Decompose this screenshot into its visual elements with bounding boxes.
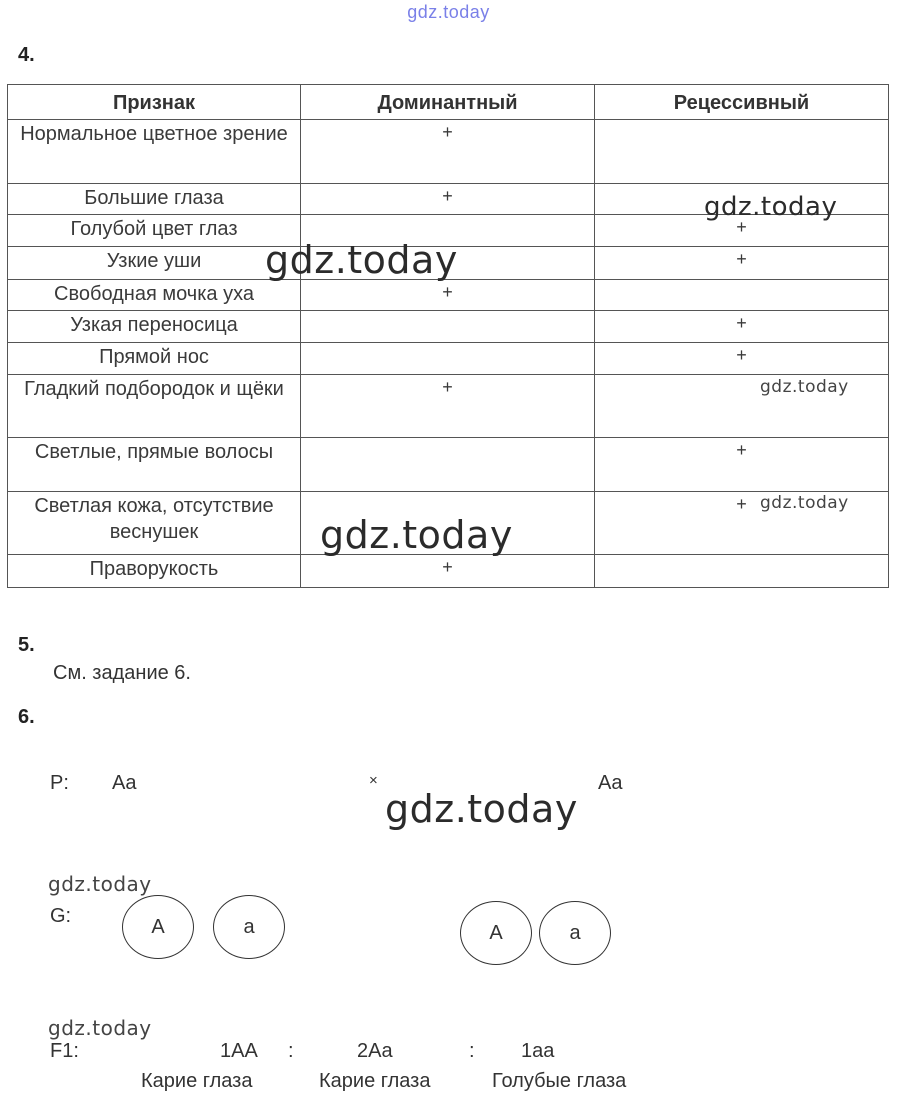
cross-symbol: × [369,772,378,789]
table-header-row [8,85,889,120]
gamete-circle: a [539,901,611,965]
table-row [8,438,889,492]
gamete-circle: A [122,895,194,959]
f1-genotype: 2Aa [357,1040,393,1062]
dominant-cell: + [301,280,595,311]
gamete-circle: A [460,901,532,965]
f1-genotype: 1AA [220,1040,258,1062]
recessive-cell: + [595,438,889,492]
section-5-number: 5. [18,634,35,656]
recessive-cell [595,280,889,311]
watermark: gdz.today [385,787,578,831]
watermark: gdz.today [48,1016,152,1040]
section-5-text: См. задание 6. [53,662,191,684]
trait-cell: Свободная мочка уха [8,280,301,311]
recessive-cell [595,555,889,588]
recessive-cell: + [595,215,889,247]
watermark: gdz.today [48,872,152,896]
watermark: gdz.today [760,377,849,397]
header-trait: Признак [8,85,301,120]
recessive-cell: + [595,311,889,343]
trait-cell: Узкая переносица [8,311,301,343]
trait-cell: Светлая кожа, отсутствие веснушек [8,492,301,555]
table-row [8,555,889,588]
dominant-cell [301,343,595,375]
recessive-cell [595,120,889,184]
table-row [8,120,889,184]
ratio-separator: : [288,1040,294,1062]
gametes-label: G: [50,905,72,927]
dominant-cell [301,311,595,343]
watermark: gdz.today [320,513,513,557]
section-6-number: 6. [18,706,35,728]
table-row [8,311,889,343]
recessive-cell: + [595,343,889,375]
trait-cell: Нормальное цветное зрение [8,120,301,184]
parent-1-genotype: Aa [112,772,137,794]
f1-genotype: 1aa [521,1040,555,1062]
recessive-cell: + [595,247,889,280]
parent-2-genotype: Aa [598,772,623,794]
trait-cell: Прямой нос [8,343,301,375]
header-recessive: Рецессивный [595,85,889,120]
dominant-cell [301,438,595,492]
ratio-separator: : [469,1040,475,1062]
table-row [8,375,889,438]
f1-phenotype: Карие глаза [141,1070,253,1092]
recessive-cell: + [595,492,889,555]
watermark: gdz.today [760,493,849,513]
trait-cell: Праворукость [8,555,301,588]
dominant-cell: + [301,555,595,588]
parents-label: P: [50,772,69,794]
table-row [8,343,889,375]
f1-label: F1: [50,1040,79,1062]
trait-cell: Светлые, прямые волосы [8,438,301,492]
trait-cell: Большие глаза [8,184,301,215]
dominant-cell: + [301,375,595,438]
section-4-number: 4. [18,44,35,66]
table-row [8,280,889,311]
site-watermark: gdz.today [407,2,490,22]
gamete-circle: a [213,895,285,959]
watermark: gdz.today [704,192,838,222]
dominant-cell: + [301,184,595,215]
f1-phenotype: Карие глаза [319,1070,431,1092]
trait-cell: Узкие уши [8,247,301,280]
watermark: gdz.today [265,238,458,282]
trait-cell: Голубой цвет глаз [8,215,301,247]
header-dominant: Доминантный [301,85,595,120]
trait-cell: Гладкий подбородок и щёки [8,375,301,438]
dominant-cell: + [301,120,595,184]
f1-phenotype: Голубые глаза [492,1070,627,1092]
